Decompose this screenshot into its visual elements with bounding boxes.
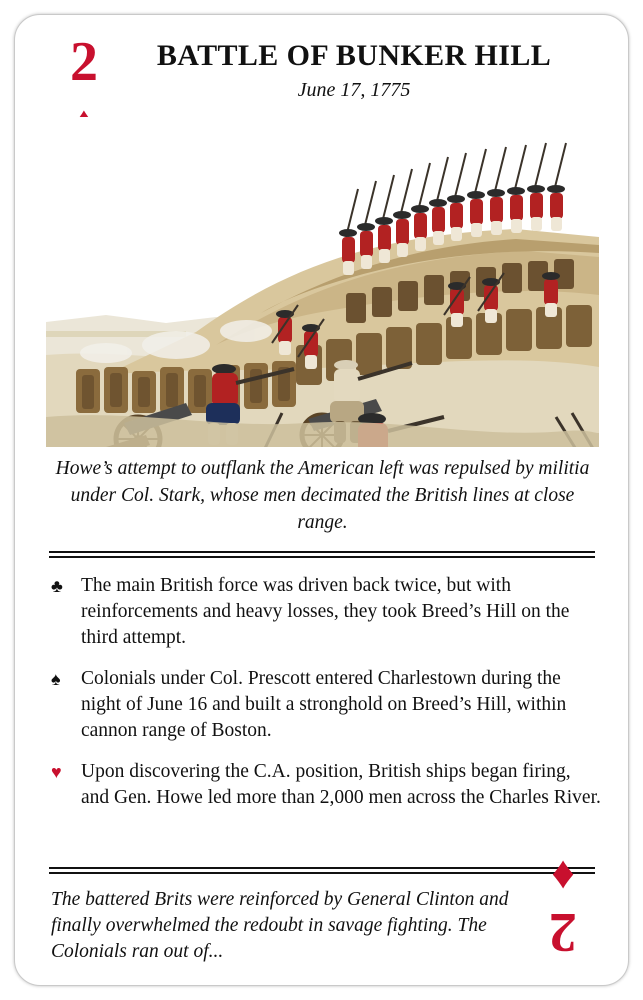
list-item bbox=[49, 759, 601, 811]
list-item bbox=[49, 573, 601, 651]
card-footer-text: The battered Brits were reinforced by General Clinton and finally overwhelmed the redoubt in savage fighting. The Colonials ran out of... bbox=[51, 889, 509, 962]
battle-scene-illustration bbox=[46, 117, 599, 447]
list-item-text: Colonials under Col. Prescott entered Charlestown during the night of June 16 and built a stronghold on Breed’s Hill, within cannon range of Boston. bbox=[81, 668, 567, 741]
list-item-text: Upon discovering the C.A. position, British ships began firing, and Gen. Howe led more than 2,000 men across the Charles River. bbox=[81, 761, 601, 808]
playing-card bbox=[14, 14, 629, 986]
club-icon: ♣ bbox=[51, 576, 63, 596]
diamond-icon: ♦ bbox=[551, 851, 575, 902]
rank-number: 2 bbox=[549, 901, 577, 963]
heart-icon: ♥ bbox=[51, 762, 62, 782]
rank-number: 2 bbox=[70, 31, 98, 93]
spade-icon: ♠ bbox=[51, 669, 61, 689]
battle-date: June 17, 1775 bbox=[297, 79, 411, 101]
card-rank-bottom-right bbox=[528, 851, 598, 963]
list-item-text: The main British force was driven back twice, but with reinforcements and heavy losses, they took Breed’s Hill on the third attempt. bbox=[81, 575, 570, 648]
card-caption: Howe’s attempt to outflank the American left was repulsed by militia under Col. Stark, whose men decimated the British lines at close range. bbox=[55, 458, 590, 533]
page-title: BATTLE OF BUNKER HILL bbox=[156, 39, 552, 72]
list-item bbox=[49, 666, 601, 744]
divider-bottom bbox=[49, 867, 595, 873]
fact-list bbox=[49, 573, 601, 826]
illustration-svg bbox=[46, 117, 599, 447]
divider-top bbox=[49, 551, 595, 557]
card-header bbox=[119, 39, 589, 102]
